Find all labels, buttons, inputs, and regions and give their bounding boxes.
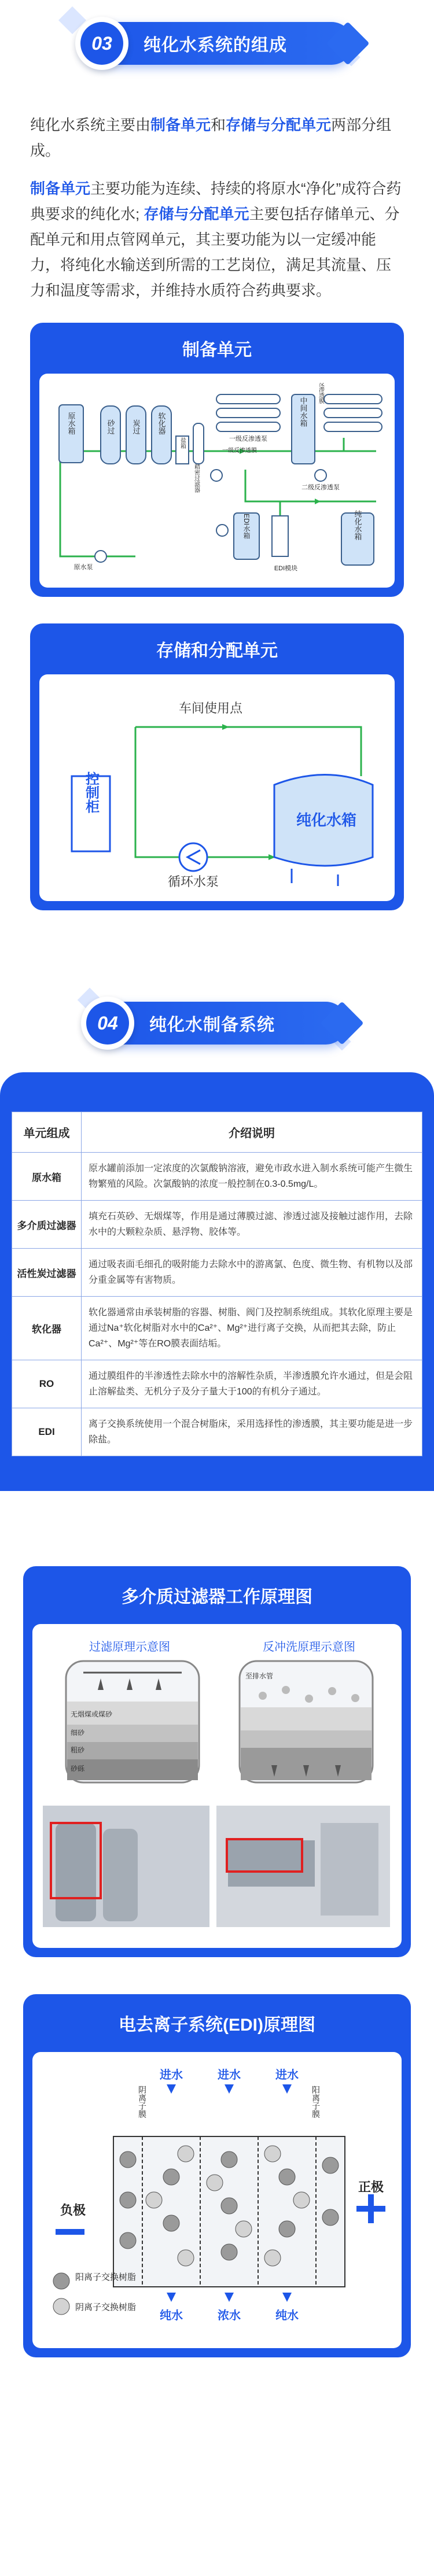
layer-label: 砂砾 (71, 1765, 85, 1773)
table-cell-unit: EDI (12, 1408, 82, 1456)
storage-flow-diagram (49, 684, 395, 892)
conc-water-label: 浓水 (218, 2309, 241, 2322)
table-cell-unit: RO (12, 1360, 82, 1408)
filter-label: 精密过滤器 (193, 464, 200, 493)
storage-unit-title: 存储和分配单元 (156, 641, 278, 660)
mmf-right-label: 反冲洗原理示意图 (263, 1641, 355, 1654)
section-number: 03 (80, 22, 123, 65)
mmf-diagram (43, 1638, 390, 1933)
intro-text (0, 112, 434, 303)
section-title-pill (81, 22, 353, 65)
system-units-table (12, 1112, 422, 1456)
table-cell-unit: 原水箱 (12, 1153, 82, 1201)
table-cell-unit: 活性炭过滤器 (12, 1249, 82, 1297)
section-header-03 (0, 0, 434, 87)
intro-paragraph-2: 制备单元主要功能为连续、持续的将原水“净化”成符合药典要求的纯化水; 存储与分配单元主要包括存储单元、分配单元和用点管网单元，其主要功能为以一定缓冲能力，将纯化水输送到所需的工艺岗位，满足其流量、压力和温度等需求，并维持水质符合药典要求。 (30, 180, 402, 299)
edi-in-label: 进水 (218, 2069, 241, 2082)
table-cell-unit: 多介质过滤器 (12, 1201, 82, 1249)
anion-membrane-label: 阴离子膜 (138, 2086, 147, 2118)
use-point-label: 车间使用点 (178, 701, 243, 715)
prep-flow-diagram (49, 383, 395, 578)
mmf-left-label: 过滤原理示意图 (89, 1641, 170, 1654)
table-row (12, 1360, 422, 1408)
table-cell-desc: 原水罐前添加一定浓度的次氯酸钠溶液，避免市政水进入制水系统可能产生微生物繁殖的风险。次氯酸钠的浓度一般控制在0.3-0.5mg/L。 (82, 1153, 422, 1201)
raw-tank-label: 原水箱 (67, 412, 76, 435)
table-header-desc: 介绍说明 (82, 1112, 422, 1153)
mid-tank-label: 中间水箱 (299, 397, 308, 427)
legend-anion: 阴离子交换树脂 (75, 2302, 137, 2312)
edi-diagram (38, 2061, 396, 2339)
edi-card (23, 1994, 411, 2357)
ro1-pump-label: 一级反渗透泵 (229, 436, 267, 442)
sand-filter-label: 砂过 (106, 419, 115, 434)
table-row (12, 1408, 422, 1456)
pure-water-label: 纯水 (160, 2309, 183, 2322)
negative-label: 负极 (60, 2203, 86, 2217)
table-row (12, 1201, 422, 1249)
mmf-body (32, 1624, 402, 1948)
table-row (12, 1153, 422, 1201)
table-header-unit: 单元组成 (12, 1112, 82, 1153)
sand-filter-shape (101, 406, 120, 464)
edi-in-label: 进水 (160, 2069, 183, 2082)
carbon-filter-label: 炭过 (131, 419, 141, 434)
section-title: 纯化水制备系统 (149, 1016, 275, 1035)
spray-label: 至排水管 (245, 1672, 274, 1680)
layer-label: 粗砂 (71, 1746, 85, 1754)
precision-filter-shape (193, 423, 204, 464)
pump-shape (179, 843, 207, 871)
softener-label: 软化器 (157, 412, 166, 435)
tank-label: 纯化水箱 (296, 811, 357, 829)
final-tank-label: 纯化水箱 (353, 510, 362, 540)
section-title: 纯化水系统的组成 (144, 36, 287, 55)
edi-body (32, 2052, 402, 2348)
ro2-pump-label: 二级反渗透泵 (301, 484, 340, 491)
intro-paragraph-1: 纯化水系统主要由制备单元和存储与分配单元两部分组成。 (30, 116, 392, 159)
carbon-filter-shape (126, 406, 146, 464)
edi-in-label: 进水 (275, 2069, 299, 2082)
edi-title: 电去离子系统(EDI)原理图 (119, 2016, 315, 2035)
section-number: 04 (86, 1002, 129, 1045)
table-cell-desc: 离子交换系统使用一个混合树脂床，采用选择性的渗透膜，其主要功能是进一步除盐。 (82, 1408, 422, 1456)
mmf-title: 多介质过滤器工作原理图 (122, 1588, 312, 1607)
section-number-badge (75, 17, 128, 70)
prep-unit-card (30, 323, 404, 597)
table-cell-desc: 填充石英砂、无烟煤等，作用是通过薄膜过滤、渗透过滤及接触过滤作用，去除水中的大颗粒杂质、悬浮物、胶体等。 (82, 1201, 422, 1249)
layer-label: 细砂 (71, 1729, 85, 1737)
system-table-band (0, 1072, 434, 1491)
table-header-row (12, 1112, 422, 1153)
table-cell-desc: 通过吸表面毛细孔的吸附能力去除水中的游离氯、色度、微生物、有机物以及部分重金属等有害物质。 (82, 1249, 422, 1297)
storage-unit-card (30, 623, 404, 910)
ro2-label: 二级反渗透膜 (317, 383, 324, 404)
edi-tank-label: EDI水箱 (242, 513, 251, 540)
pure-water-label: 纯水 (275, 2309, 299, 2322)
prep-unit-title: 制备单元 (182, 341, 252, 360)
prep-unit-diagram (39, 374, 395, 588)
edi-module-shape (272, 516, 288, 556)
table-cell-desc: 软化器通常由承装树脂的容器、树脂、阀门及控制系统组成。其软化原理主要是通过Na⁺软化树脂对水中的Ca²⁺、Mg²⁺进行离子交换，从而把其去除，防止Ca²⁺、Mg²⁺等在RO膜表面结垢。 (82, 1297, 422, 1360)
table-row (12, 1297, 422, 1360)
raw-pump-label: 原水泵 (73, 564, 93, 571)
edi-module-label: EDI模块 (274, 565, 298, 572)
mmf-card (23, 1566, 411, 1957)
section-header-04 (0, 980, 434, 1066)
cation-membrane-label: 阳离子膜 (311, 2086, 321, 2118)
pump-label: 循环水泵 (167, 874, 219, 889)
positive-label: 正极 (358, 2180, 384, 2194)
section-title-pill (87, 1002, 347, 1045)
storage-unit-diagram (39, 674, 395, 901)
table-row (12, 1249, 422, 1297)
legend-cation: 阳离子交换树脂 (75, 2272, 137, 2282)
table-cell-desc: 通过膜组件的半渗透性去除水中的溶解性杂质，半渗透膜允许水通过，但是会阻止溶解盐类、无机分子及分子量大于100的有机分子通过。 (82, 1360, 422, 1408)
control-cabinet-label: 控制柜 (83, 772, 99, 813)
ro1-label: 一级反渗透膜 (222, 448, 257, 454)
section-number-badge (81, 997, 134, 1050)
layer-label: 无烟煤或煤砂 (71, 1710, 113, 1718)
table-cell-unit: 软化器 (12, 1297, 82, 1360)
salt-tank-label: 盐箱 (179, 437, 186, 449)
